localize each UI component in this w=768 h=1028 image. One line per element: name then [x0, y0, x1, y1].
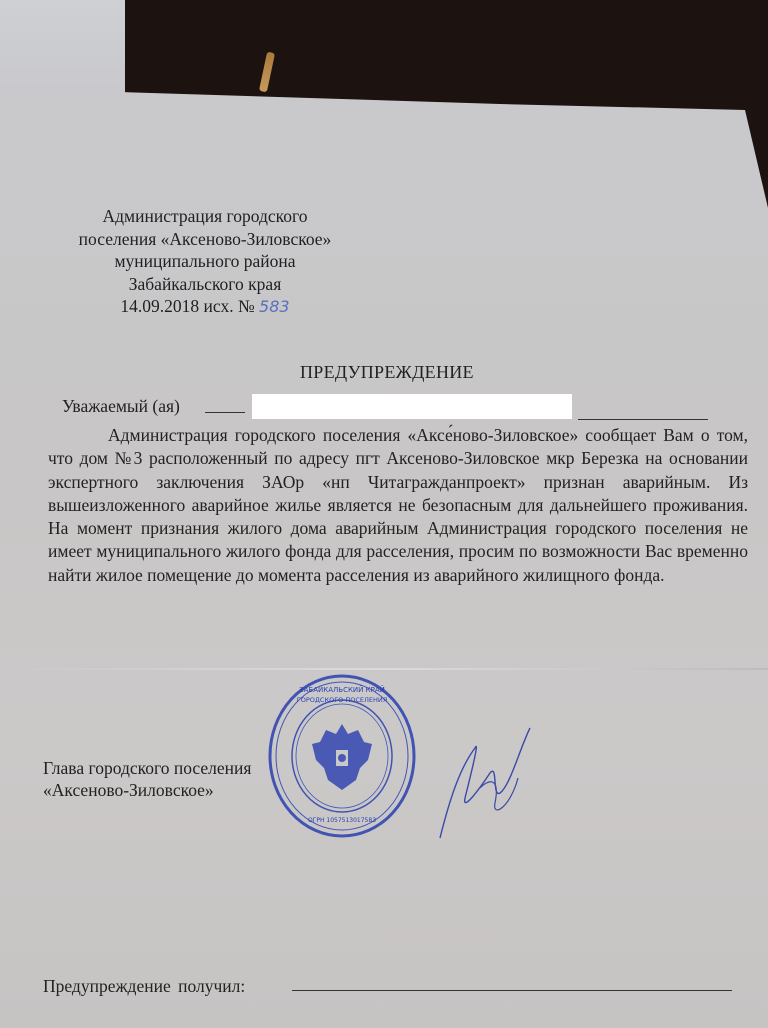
- body-paragraph: Администрация городского поселения «Аксе́ново-Зиловское» сообщает Вам о том, что дом №3 расположенный по адресу пгт Аксеново-Зиловское мкр Березка на основании экспертного заключения ЗАОр «нп Читагражданпроект» признан аварийным. Из вышеизложенного аварийное жилье является не безопасным для дальнейшего проживания. На момент признания жилого дома аварийным Администрация городского поселения не имеет муниципального жилого фонда для расселения, просим по возможности Вас временно найти жилое помещение до момента расселения из аварийного жилищного фонда.: [48, 425, 748, 585]
- header-line: Забайкальского края: [128, 273, 282, 294]
- background-paper: [0, 0, 125, 100]
- sender-header: [60, 205, 350, 319]
- signatory-title: Глава городского поселения: [43, 758, 252, 778]
- name-underline: [578, 419, 708, 420]
- header-line: поселения «Аксеново-Зиловское»: [78, 228, 332, 249]
- handwritten-signature-icon: [420, 718, 540, 848]
- svg-text:ОГРН 1057513017583: ОГРН 1057513017583: [307, 817, 377, 824]
- signatory-org: «Аксеново-Зиловское»: [43, 780, 214, 800]
- paper-fold: [0, 668, 768, 670]
- outgoing-number: 583: [259, 297, 290, 316]
- greeting: Уважаемый (ая): [62, 396, 180, 416]
- header-line: муниципального района: [114, 251, 296, 271]
- signature-block: [43, 757, 251, 801]
- table-surface-mark: [259, 52, 275, 93]
- svg-text:ГОРОДСКОГО ПОСЕЛЕНИЯ: ГОРОДСКОГО ПОСЕЛЕНИЯ: [296, 696, 388, 704]
- receipt-label: Предупреждение получил:: [43, 976, 246, 996]
- header-line: Администрация городского: [102, 206, 308, 226]
- name-underline: [205, 412, 245, 413]
- body-text: [48, 424, 748, 587]
- document-title: ПРЕДУПРЕЖДЕНИЕ: [300, 362, 474, 382]
- date-line: 14.09.2018 исх. №: [120, 296, 255, 316]
- receipt-signature-line: [292, 990, 732, 991]
- redacted-recipient-name: [252, 394, 572, 419]
- official-stamp-icon: [266, 672, 418, 840]
- svg-text:ЗАБАЙКАЛЬСКИЙ КРАЙ: ЗАБАЙКАЛЬСКИЙ КРАЙ: [299, 686, 385, 694]
- date-and-number: [60, 295, 350, 319]
